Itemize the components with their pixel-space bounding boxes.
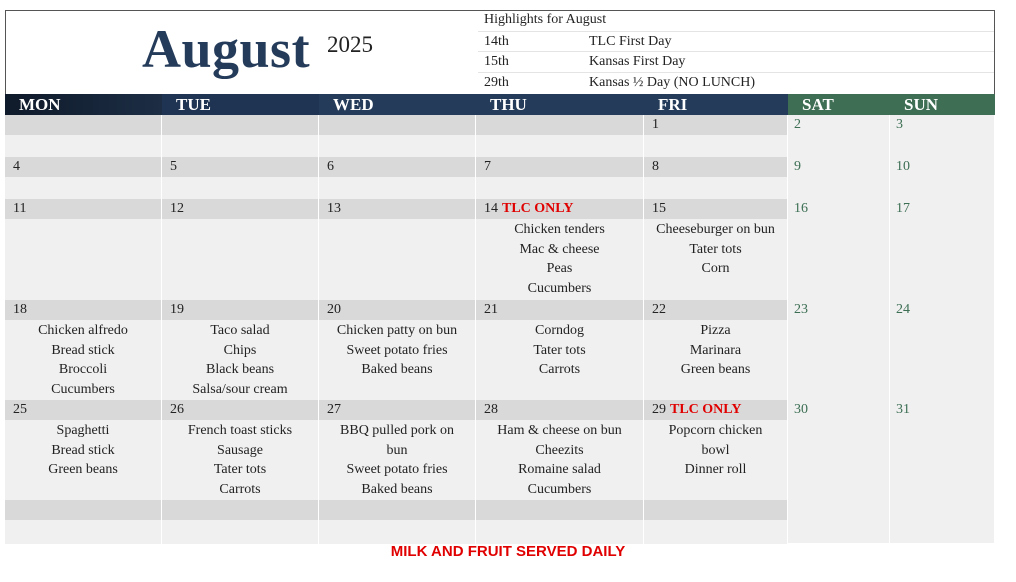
highlight-row [478,31,994,51]
day-header-fri: FRI [644,94,788,115]
day-cell [476,157,644,199]
menu-list [788,177,889,200]
day-number [5,500,161,520]
day-number [788,199,889,219]
menu-item: Tater tots [689,241,742,257]
tlc-only-tag: TLC ONLY [502,201,574,216]
day-number-text: 4 [13,159,20,174]
day-number-text: 14 [484,201,498,216]
menu-list [890,177,994,200]
menu-item: Sweet potato fries [346,342,448,358]
menu-list [5,135,161,158]
day-number [476,500,643,520]
day-header-thu: THU [476,94,644,115]
menu-item: bun [386,442,408,458]
day-number [162,500,318,520]
day-cell [319,400,476,500]
calendar-week [5,199,995,300]
menu-list [788,520,889,544]
menu-item: Taco salad [210,323,270,338]
day-number [319,199,475,219]
day-number-text: 21 [484,302,498,317]
day-number [319,157,475,177]
day-number [476,400,643,420]
menu-list [890,135,994,158]
day-number [5,157,161,177]
menu-item: Cheeseburger on bun [656,222,775,237]
menu-list [5,520,161,544]
weekday-header [5,94,995,115]
menu-list [319,177,475,200]
calendar-week [5,157,995,199]
day-number-text: 24 [896,302,910,317]
day-number [476,115,643,135]
day-number-text: 1 [652,117,659,132]
menu-list [788,320,889,401]
day-cell [476,300,644,400]
menu-list [162,135,318,158]
menu-item: Tater tots [533,342,586,358]
menu-item: BBQ pulled pork on [340,423,454,438]
day-cell [644,300,788,400]
day-number [319,500,475,520]
menu-item: Cucumbers [527,481,592,497]
menu-item: bowl [701,442,730,458]
highlight-row [478,51,994,71]
day-cell [788,199,890,300]
tlc-only-tag: TLC ONLY [670,402,742,417]
menu-item: Spaghetti [56,423,110,438]
menu-list [319,520,475,544]
day-cell [319,199,476,300]
day-number-text: 23 [794,302,808,317]
menu-item: Cucumbers [527,280,592,296]
day-cell [162,300,319,400]
day-cell [162,157,319,199]
menu-list [476,177,643,200]
day-number [890,300,994,320]
day-cell [5,400,162,500]
day-header-mon: MON [5,94,162,115]
day-cell [788,400,890,500]
menu-item: Mac & cheese [519,241,600,257]
day-number-text: 26 [170,402,184,417]
menu-item: Broccoli [58,362,108,378]
day-number-text: 9 [794,159,801,174]
day-number-text: 19 [170,302,184,317]
day-number-text: 22 [652,302,666,317]
menu-list [319,420,475,501]
day-number [476,157,643,177]
day-number [644,115,787,135]
menu-item: Pizza [700,323,731,338]
highlight-date: 29th [484,75,509,90]
day-cell [162,115,319,157]
menu-list [788,135,889,158]
day-number [162,157,318,177]
menu-list [162,420,318,501]
highlight-date: 14th [484,34,509,49]
day-cell [788,500,890,543]
menu-list [5,177,161,200]
day-cell [890,500,995,543]
day-cell [5,115,162,157]
day-number [319,300,475,320]
day-cell [162,199,319,300]
menu-item: French toast sticks [187,423,293,438]
day-number [476,199,643,219]
menu-list [162,320,318,401]
month-title: August [142,19,311,79]
day-number [890,199,994,219]
day-header-wed: WED [319,94,476,115]
menu-list [5,219,161,301]
day-cell [476,199,644,300]
menu-list [319,135,475,158]
menu-list [644,219,787,301]
day-cell [5,300,162,400]
day-number [890,400,994,420]
day-header-sun: SUN [890,94,995,115]
menu-item: Chicken patty on bun [336,323,458,338]
day-cell [890,400,995,500]
menu-list [890,219,994,301]
menu-list [644,320,787,401]
menu-list [476,135,643,158]
menu-list [890,320,994,401]
day-cell [644,500,788,543]
menu-item: Baked beans [361,362,433,378]
highlight-row [478,72,994,92]
menu-item: Black beans [205,362,275,378]
day-number-text: 7 [484,159,491,174]
day-cell [319,115,476,157]
menu-item: Green beans [48,462,118,478]
day-cell [476,500,644,543]
menu-list [644,520,787,544]
day-number [788,115,889,135]
day-number [644,400,787,420]
day-cell [319,500,476,543]
day-cell [890,199,995,300]
day-cell [476,400,644,500]
day-cell [890,115,995,157]
menu-item: Marinara [689,342,742,358]
menu-item: Salsa/sour cream [192,381,288,397]
year-title: 2025 [327,32,373,57]
menu-list [319,219,475,301]
menu-list [476,320,643,401]
day-number [890,500,994,520]
day-number [476,300,643,320]
menu-list [162,177,318,200]
day-number-text: 27 [327,402,341,417]
menu-item: Carrots [538,362,581,378]
highlight-text: Kansas ½ Day (NO LUNCH) [589,75,756,90]
menu-item: Chips [223,342,257,358]
day-cell [162,400,319,500]
day-number [319,115,475,135]
day-number [644,300,787,320]
day-number [644,199,787,219]
day-cell [644,199,788,300]
day-number-text: 3 [896,117,903,132]
day-number [890,157,994,177]
day-number-text: 28 [484,402,498,417]
day-number [162,199,318,219]
day-header-sat: SAT [788,94,890,115]
day-number-text: 30 [794,402,808,417]
highlight-text: TLC First Day [589,34,672,49]
day-number-text: 16 [794,201,808,216]
calendar-week [5,500,995,543]
menu-item: Chicken alfredo [38,323,128,338]
day-number-text: 5 [170,159,177,174]
day-cell [890,300,995,400]
day-cell [644,157,788,199]
day-number [644,500,787,520]
menu-item: Sausage [217,442,263,458]
day-cell [319,157,476,199]
day-number-text: 11 [13,201,27,216]
day-cell [5,500,162,543]
day-cell [644,400,788,500]
day-cell [162,500,319,543]
day-number-text: 15 [652,201,666,216]
day-number-text: 17 [896,201,910,216]
day-number [5,300,161,320]
menu-item: Bread stick [51,342,115,358]
menu-list [788,420,889,501]
day-number-text: 18 [13,302,27,317]
menu-list [890,520,994,544]
daily-note: MILK AND FRUIT SERVED DAILY [390,543,626,560]
day-number [890,115,994,135]
menu-item: Cheezits [535,442,584,458]
menu-item: Dinner roll [684,462,747,478]
menu-item: Baked beans [361,481,433,497]
day-number [162,115,318,135]
day-number-text: 12 [170,201,184,216]
day-number-text: 10 [896,159,910,174]
day-cell [788,157,890,199]
day-cell [476,115,644,157]
menu-item: Corn [701,261,730,277]
menu-list [5,320,161,401]
day-number [162,300,318,320]
menu-list [162,520,318,544]
day-number [644,157,787,177]
day-number [788,500,889,520]
menu-list [162,219,318,301]
day-cell [319,300,476,400]
day-number-text: 2 [794,117,801,132]
menu-list [644,135,787,158]
menu-item: Tater tots [213,462,267,478]
menu-item: Carrots [219,481,261,497]
menu-list [890,420,994,501]
menu-list [476,520,643,544]
calendar-week [5,115,995,157]
day-number [788,157,889,177]
menu-item: Cucumbers [51,381,115,397]
menu-list [5,420,161,501]
day-number-text: 6 [327,159,334,174]
calendar-week [5,300,995,400]
menu-item: Corndog [535,323,584,338]
highlight-text: Kansas First Day [589,54,686,69]
menu-item: Chicken tenders [514,222,605,237]
day-number-text: 25 [13,402,27,417]
menu-item: Romaine salad [518,462,601,478]
menu-item: Green beans [680,362,751,378]
day-number-text: 13 [327,201,341,216]
day-number-text: 31 [896,402,910,417]
day-number [5,400,161,420]
menu-item: Ham & cheese on bun [497,423,622,438]
menu-item: Peas [546,261,573,277]
day-cell [5,157,162,199]
day-number-text: 29 [652,402,666,417]
menu-list [644,177,787,200]
menu-item: Bread stick [51,442,115,458]
menu-list [476,219,643,301]
highlight-date: 15th [484,54,509,69]
day-number [788,300,889,320]
day-number [5,199,161,219]
day-number [5,115,161,135]
day-number [319,400,475,420]
day-header-tue: TUE [162,94,319,115]
calendar-week [5,400,995,500]
menu-list [644,420,787,501]
day-number [162,400,318,420]
menu-list [319,320,475,401]
menu-item: Popcorn chicken [668,423,763,438]
day-cell [644,115,788,157]
day-number-text: 20 [327,302,341,317]
day-number-text: 8 [652,159,659,174]
day-number [788,400,889,420]
day-cell [788,115,890,157]
menu-list [476,420,643,501]
day-cell [5,199,162,300]
highlights-title: Highlights for August [484,12,607,27]
menu-item: Sweet potato fries [346,462,448,478]
menu-list [788,219,889,301]
day-cell [890,157,995,199]
day-cell [788,300,890,400]
